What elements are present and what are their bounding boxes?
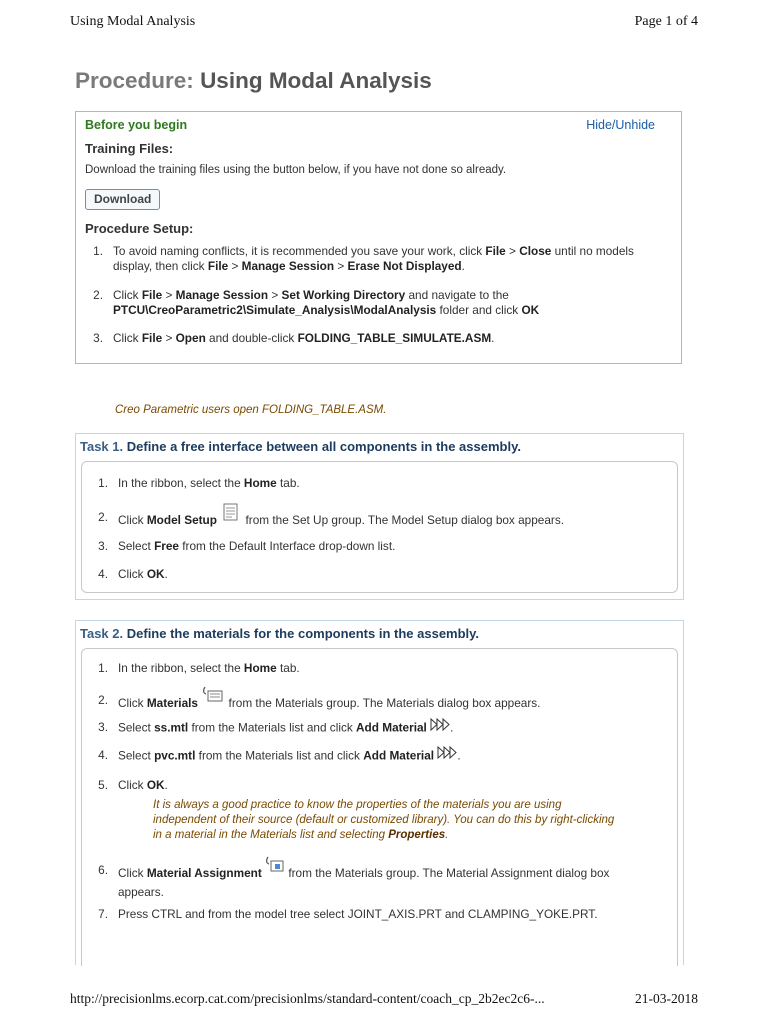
step-text: from the Materials list and click: [188, 720, 357, 735]
step-text: Click: [118, 567, 147, 581]
step-text: .: [491, 331, 495, 345]
page-title: [75, 68, 432, 94]
page-title-text: Using Modal Analysis: [200, 68, 432, 93]
before-you-begin-title: Before you begin: [85, 118, 188, 132]
materials-label: Materials: [146, 696, 198, 711]
step-text: In the ribbon, select the: [118, 476, 244, 490]
step-number: 2.: [98, 510, 108, 524]
add-material-label: Add Material: [363, 748, 435, 763]
directory-path: PTCU\CreoParametric2\Simulate_Analysis\ModalAnalysis: [113, 303, 437, 317]
step-text: from the Set Up group. The Model Setup dialog box appears.: [242, 513, 565, 528]
step-text: from the Materials list and click: [195, 748, 364, 763]
step-text: Select: [118, 539, 155, 553]
print-footer-url: http://precisionlms.ecorp.cat.com/precisionlms/standard-content/coach_cp_2b2ec2c6-...: [70, 991, 545, 1006]
task-1-step-2: [94, 504, 664, 528]
step-text: Click: [113, 331, 142, 345]
download-button[interactable]: Download: [85, 189, 160, 210]
menu-manage-session: Manage Session: [241, 259, 335, 273]
task-number: Task 2.: [80, 626, 124, 641]
setup-step-2: [89, 288, 669, 320]
step-number: 6.: [98, 863, 108, 877]
step-text: >: [162, 331, 176, 345]
task-2-steps: [81, 648, 678, 966]
menu-file: File: [141, 331, 163, 345]
step-text: .: [450, 720, 454, 735]
print-footer-date: 21-03-2018: [635, 991, 698, 1006]
tip-line: .: [445, 829, 449, 841]
assembly-file-name: FOLDING_TABLE_SIMULATE.ASM: [297, 331, 492, 345]
menu-file: File: [207, 259, 229, 273]
model-setup-label: Model Setup: [146, 513, 217, 528]
material-file-pvc: pvc.mtl: [154, 748, 196, 763]
ok-label: OK: [521, 303, 540, 317]
step-text: In the ribbon, select the: [118, 661, 244, 675]
step-text: from the Default Interface drop-down list.: [179, 539, 396, 553]
task-1-steps: [81, 461, 678, 593]
hide-unhide-link[interactable]: Hide/Unhide: [586, 118, 655, 132]
material-file-ss: ss.mtl: [154, 720, 189, 735]
creo-users-note: Creo Parametric users open FOLDING_TABLE.ASM.: [115, 404, 387, 416]
print-header-page: Page 1 of 4: [634, 14, 698, 29]
step-number: 1.: [98, 661, 108, 675]
task-1-box: [75, 433, 684, 600]
setup-step-3: [89, 331, 669, 347]
home-tab-label: Home: [243, 661, 277, 675]
step-text: To avoid naming conflicts, it is recommended you save your work, click: [113, 244, 486, 258]
step-text: appears.: [118, 885, 164, 899]
step-text: >: [505, 244, 520, 258]
step-text: Click: [118, 866, 147, 881]
step-text: until no models: [551, 244, 634, 258]
step-text: .: [164, 567, 168, 581]
task-2-step-4: [94, 748, 664, 766]
step-number: 4.: [98, 748, 108, 762]
task-2-box: [75, 620, 684, 965]
step-number: 1.: [93, 244, 103, 258]
task-title-text: Define a free interface between all components in the assembly.: [126, 439, 521, 454]
step-text: >: [334, 259, 348, 273]
print-footer: [70, 991, 698, 1007]
properties-label: Properties: [388, 829, 446, 841]
menu-file: File: [141, 288, 163, 302]
step-text: Select: [118, 748, 155, 763]
step-text: .: [164, 778, 168, 792]
step-number: 3.: [98, 720, 108, 734]
menu-erase-not-displayed: Erase Not Displayed: [347, 259, 462, 273]
tip-line: in a material in the Materials list and selecting: [153, 829, 389, 841]
task-2-step-1: [94, 661, 664, 677]
home-tab-label: Home: [243, 476, 277, 490]
task-2-step-6: [94, 857, 664, 899]
task-1-step-4: [94, 567, 664, 583]
procedure-setup-heading: Procedure Setup:: [85, 221, 194, 236]
task-2-step-3: [94, 720, 664, 738]
print-header-title: Using Modal Analysis: [70, 14, 196, 29]
step-text: >: [268, 288, 282, 302]
model-setup-icon: [222, 503, 240, 525]
step-text: Press CTRL and from the model tree select JOINT_AXIS.PRT and CLAMPING_YOKE.PRT.: [118, 907, 598, 921]
materials-icon: [202, 685, 224, 707]
step-text: Click: [118, 778, 147, 792]
step-text: from the Materials group. The Material Assignment dialog box: [285, 866, 610, 881]
task-2-title: [80, 626, 479, 641]
step-text: Click: [113, 288, 142, 302]
tip-line: independent of their source (default or customized library). You can do this by right-clicking: [153, 814, 615, 826]
step-text: from the Materials group. The Materials dialog box appears.: [225, 696, 541, 711]
menu-set-working-directory: Set Working Directory: [281, 288, 406, 302]
step-text: tab.: [276, 661, 300, 675]
step-number: 4.: [98, 567, 108, 581]
step-text: .: [457, 748, 461, 763]
add-material-icon: [430, 718, 450, 735]
task-1-title: [80, 439, 521, 454]
task-2-step-5: [94, 778, 664, 794]
task-1-step-3: [94, 539, 664, 555]
task-2-step-7: [94, 907, 664, 923]
step-number: 3.: [98, 539, 108, 553]
ok-label: OK: [146, 778, 165, 792]
step-text: Click: [118, 513, 147, 528]
menu-file: File: [485, 244, 506, 258]
menu-manage-session: Manage Session: [175, 288, 269, 302]
task-2-step-2: [94, 685, 664, 709]
material-assignment-label: Material Assignment: [146, 866, 262, 881]
task-title-text: Define the materials for the components in the assembly.: [126, 626, 480, 641]
task-number: Task 1.: [80, 439, 124, 454]
step-text: Click: [118, 696, 147, 711]
step-number: 2.: [98, 693, 108, 707]
task-1-step-1: [94, 476, 664, 492]
step-number: 1.: [98, 476, 108, 490]
step-number: 7.: [98, 907, 108, 921]
menu-close: Close: [519, 244, 552, 258]
add-material-icon: [437, 746, 457, 763]
step-text: Select: [118, 720, 155, 735]
menu-open: Open: [175, 331, 206, 345]
step-number: 3.: [93, 331, 103, 345]
step-text: display, then click: [113, 259, 208, 273]
page-title-label: Procedure:: [75, 68, 194, 93]
training-files-heading: Training Files:: [85, 141, 174, 156]
material-assignment-icon: [265, 855, 285, 877]
step-text: .: [461, 259, 465, 273]
step-text: >: [162, 288, 176, 302]
free-option-label: Free: [154, 539, 179, 553]
print-header: [70, 14, 698, 30]
step-text: and navigate to the: [405, 288, 509, 302]
materials-tip: [153, 798, 673, 843]
ok-label: OK: [146, 567, 165, 581]
step-text: and double-click: [205, 331, 298, 345]
before-you-begin-box: [75, 111, 682, 364]
step-number: 5.: [98, 778, 108, 792]
tip-line: It is always a good practice to know the properties of the materials you are using: [153, 799, 562, 811]
step-text: folder and click: [436, 303, 522, 317]
setup-step-1: [89, 244, 669, 276]
step-number: 2.: [93, 288, 103, 302]
add-material-label: Add Material: [356, 720, 427, 735]
step-text: tab.: [276, 476, 300, 490]
step-text: >: [228, 259, 242, 273]
training-files-text: Download the training files using the button below, if you have not done so already.: [85, 164, 507, 176]
